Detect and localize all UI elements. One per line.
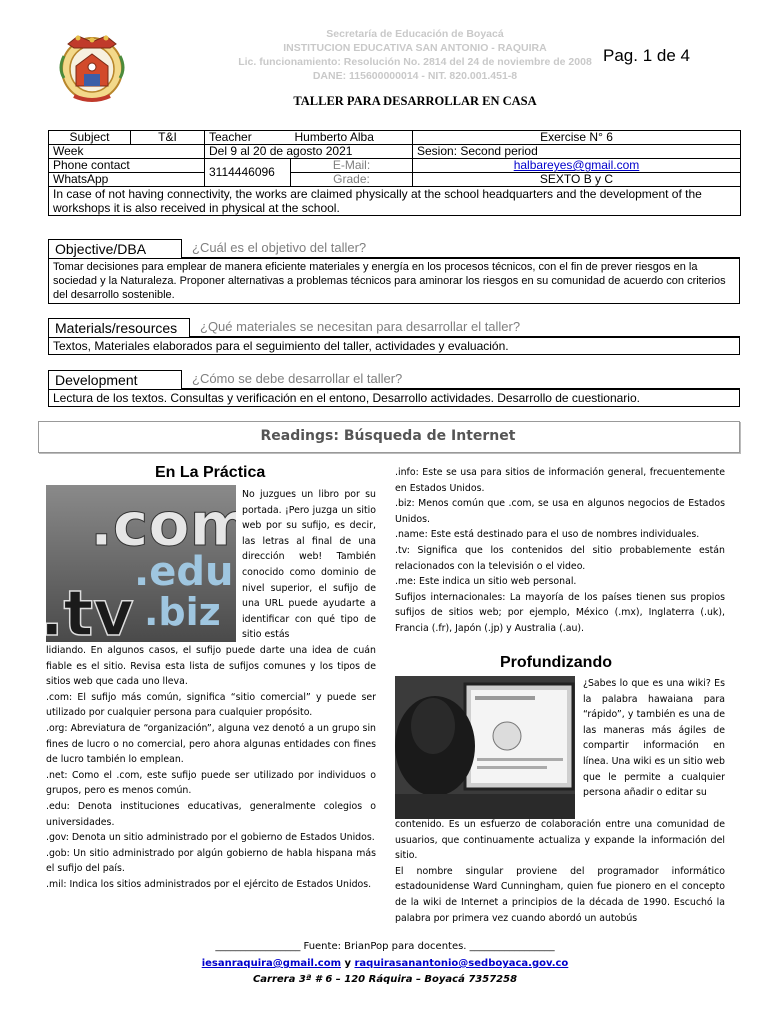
- grade-value: SEXTO B y C: [413, 173, 741, 187]
- edu-label: .edu: [134, 549, 234, 595]
- header-dane-nit: DANE: 115600000014 - NIT. 820.001.451-8: [312, 70, 518, 82]
- header-secretaria: Secretaría de Educación de Boyacá: [326, 28, 504, 40]
- suffix-item: Sufijos internacionales: La mayoría de los países tienen sus propios sufijos de sitios web; por ejemplo, México (.mx), Inglaterra (.uk), Francia (.fr), Japón (.jp) y Australia (.au).: [395, 591, 725, 634]
- suffix-item: .gob: Un sitio administrado por algún gobierno de habla hispana más el sufijo del país.: [46, 847, 376, 875]
- objective-label: Objective/DBA: [48, 239, 182, 259]
- development-text: Lectura de los textos. Consultas y verificación en el entono, Desarrollo actividades. Desarrollo de cuestionario.: [48, 389, 740, 407]
- materials-question: ¿Qué materiales se necesitan para desarrollar el taller?: [200, 319, 521, 334]
- header-license: Lic. funcionamiento: Resolución No. 2814 del 24 de noviembre de 2008: [238, 56, 592, 68]
- wiki-continuation: contenido. Es un esfuerzo de colaboración entre una comunidad de usuarios, que continuamente actualiza y expande la información del sitio.: [395, 819, 725, 862]
- biz-label: .biz: [144, 590, 221, 634]
- suffix-item: .com: El sufijo más común, significa “sitio comercial” y puede ser utilizado por cualquier persona para cualquier propósito.: [46, 691, 376, 719]
- week-row: [49, 145, 741, 159]
- phone-row: [49, 159, 741, 173]
- wiki-computer-image: [395, 676, 575, 819]
- phone-label: Phone contact: [49, 159, 205, 173]
- materials-text: Textos, Materiales elaborados para el seguimiento del taller, actividades y evaluación.: [48, 337, 740, 355]
- week-label: Week: [49, 145, 205, 159]
- materials-label: Materials/resources: [48, 318, 190, 338]
- subject-row: [49, 131, 741, 145]
- suffix-item: .tv: Significa que los contenidos del sitio probablemente están relacionados con la televisión o el video.: [395, 544, 725, 572]
- wiki-origin: El nombre singular proviene del programador informático estadounidense Ward Cunningham, quien fue pionero en el concepto de la wiki de Internet a principios de la década de 1990. Escuchó la palabra por primera vez cuando abordó un autobús: [395, 865, 725, 924]
- footer-emails: [0, 958, 770, 969]
- info-table: [48, 130, 741, 216]
- footer-email-1[interactable]: iesanraquira@gmail.com: [201, 958, 341, 969]
- right-intro-text: ¿Sabes lo que es una wiki? Es la palabra hawaiana para “rápido”, y también es una de las maneras más ágiles de compartir información en línea. Una wiki es un sitio web que le permite a cualquier persona añadir o editar su: [583, 678, 725, 799]
- email-label: E-Mail:: [291, 159, 413, 173]
- subject-label: Subject: [49, 131, 131, 145]
- en-la-practica-heading: En La Práctica: [155, 464, 266, 481]
- suffix-item: .name: Este está destinado para el uso de nombres individuales.: [395, 529, 700, 541]
- session-value: Sesion: Second period: [413, 145, 741, 159]
- suffix-item: .org: Abreviatura de “organización”, alguna vez denotó a un grupo sin fines de lucro o no comercial, pero ahora algunas entidades con fines de lucro también lo emplean.: [46, 722, 376, 766]
- footer-email-2[interactable]: raquirasanantonio@sedboyaca.gov.co: [354, 958, 569, 969]
- exercise-number: Exercise N° 6: [413, 131, 741, 145]
- suffix-item: .net: Como el .com, este sufijo puede ser utilizado por individuos o grupos, pero es menos común.: [46, 769, 376, 797]
- document-title: TALLER PARA DESARROLLAR EN CASA: [293, 94, 537, 108]
- week-value: Del 9 al 20 de agosto 2021: [205, 145, 413, 159]
- grade-label: Grade:: [291, 173, 413, 187]
- domain-suffixes-image: [46, 485, 236, 642]
- tv-label: .tv: [46, 577, 134, 642]
- footer-and: y: [341, 958, 355, 969]
- right-column-top: [395, 465, 725, 637]
- suffix-item: .gov: Denota un sitio administrado por el gobierno de Estados Unidos.: [46, 832, 375, 844]
- left-continuation: lidiando. En algunos casos, el sufijo puede darte una idea de cuán fiable es el sitio. Revisa esta lista de sufijos comunes y los tipos de sitios web que cada uno lleva.: [46, 645, 376, 688]
- suffix-item: .biz: Menos común que .com, se usa en algunos negocios de Estados Unidos.: [395, 498, 725, 525]
- development-label: Development: [48, 370, 182, 390]
- page-number: Pag. 1 de 4: [603, 46, 690, 65]
- objective-question: ¿Cuál es el objetivo del taller?: [192, 240, 367, 255]
- footer-source: _________________ Fuente: BrianPop para docentes. _________________: [215, 941, 555, 952]
- readings-title: Readings: Búsqueda de Internet: [260, 428, 516, 444]
- teacher-value: Humberto Alba: [291, 131, 413, 145]
- whatsapp-row: [49, 173, 741, 187]
- email-cell: [413, 159, 741, 173]
- suffix-item: .mil: Indica los sitios administrados por el ejército de Estados Unidos.: [46, 878, 372, 890]
- header-institution: INSTITUCION EDUCATIVA SAN ANTONIO - RAQUIRA: [283, 42, 547, 54]
- objective-text: Tomar decisiones para emplear de manera eficiente materiales y energía en los procesos técnicos, con el fin de prever riesgos en la sociedad y la Naturaleza. Proponer alternativas a problemas técnicos para aminorar los riesgos en su comunidad de acuerdo con criterios del desarrollo sostenible.: [48, 258, 740, 304]
- phone-value: 3114446096: [205, 159, 291, 187]
- school-crest-logo: [54, 28, 130, 104]
- profundizando-heading: Profundizando: [500, 654, 612, 671]
- whatsapp-label: WhatsApp: [49, 173, 205, 187]
- left-column: [46, 643, 376, 893]
- suffix-item: .info: Este se usa para sitios de información general, frecuentemente en Estados Unidos.: [395, 467, 725, 494]
- suffix-item: .me: Este indica un sitio web personal.: [395, 576, 577, 588]
- teacher-label: Teacher: [205, 131, 291, 145]
- email-link[interactable]: halbareyes@gmail.com: [513, 158, 640, 172]
- note-row: [49, 187, 741, 216]
- subject-value: T&I: [131, 131, 205, 145]
- footer-address: Carrera 3ª # 6 – 120 Ráquira – Boyacá 7357258: [252, 974, 518, 985]
- development-question: ¿Cómo se debe desarrollar el taller?: [192, 371, 403, 386]
- right-column-bottom: [395, 817, 725, 926]
- suffix-item: .edu: Denota instituciones educativas, generalmente colegios o universidades.: [46, 800, 376, 828]
- com-label: .com: [90, 490, 236, 560]
- left-intro-text: No juzgues un libro por su portada. ¡Pero juzga un sitio web por su sufijo, es decir, las letras al final de una dirección web! También conocido como dominio de nivel superior, el sufijo de una URL puede ayudarte a identificar con qué tipo de sitio estás: [242, 489, 376, 641]
- connectivity-note: In case of not having connectivity, the works are claimed physically at the school headquarters and the development of the workshops it is also received in physical at the school.: [49, 187, 741, 216]
